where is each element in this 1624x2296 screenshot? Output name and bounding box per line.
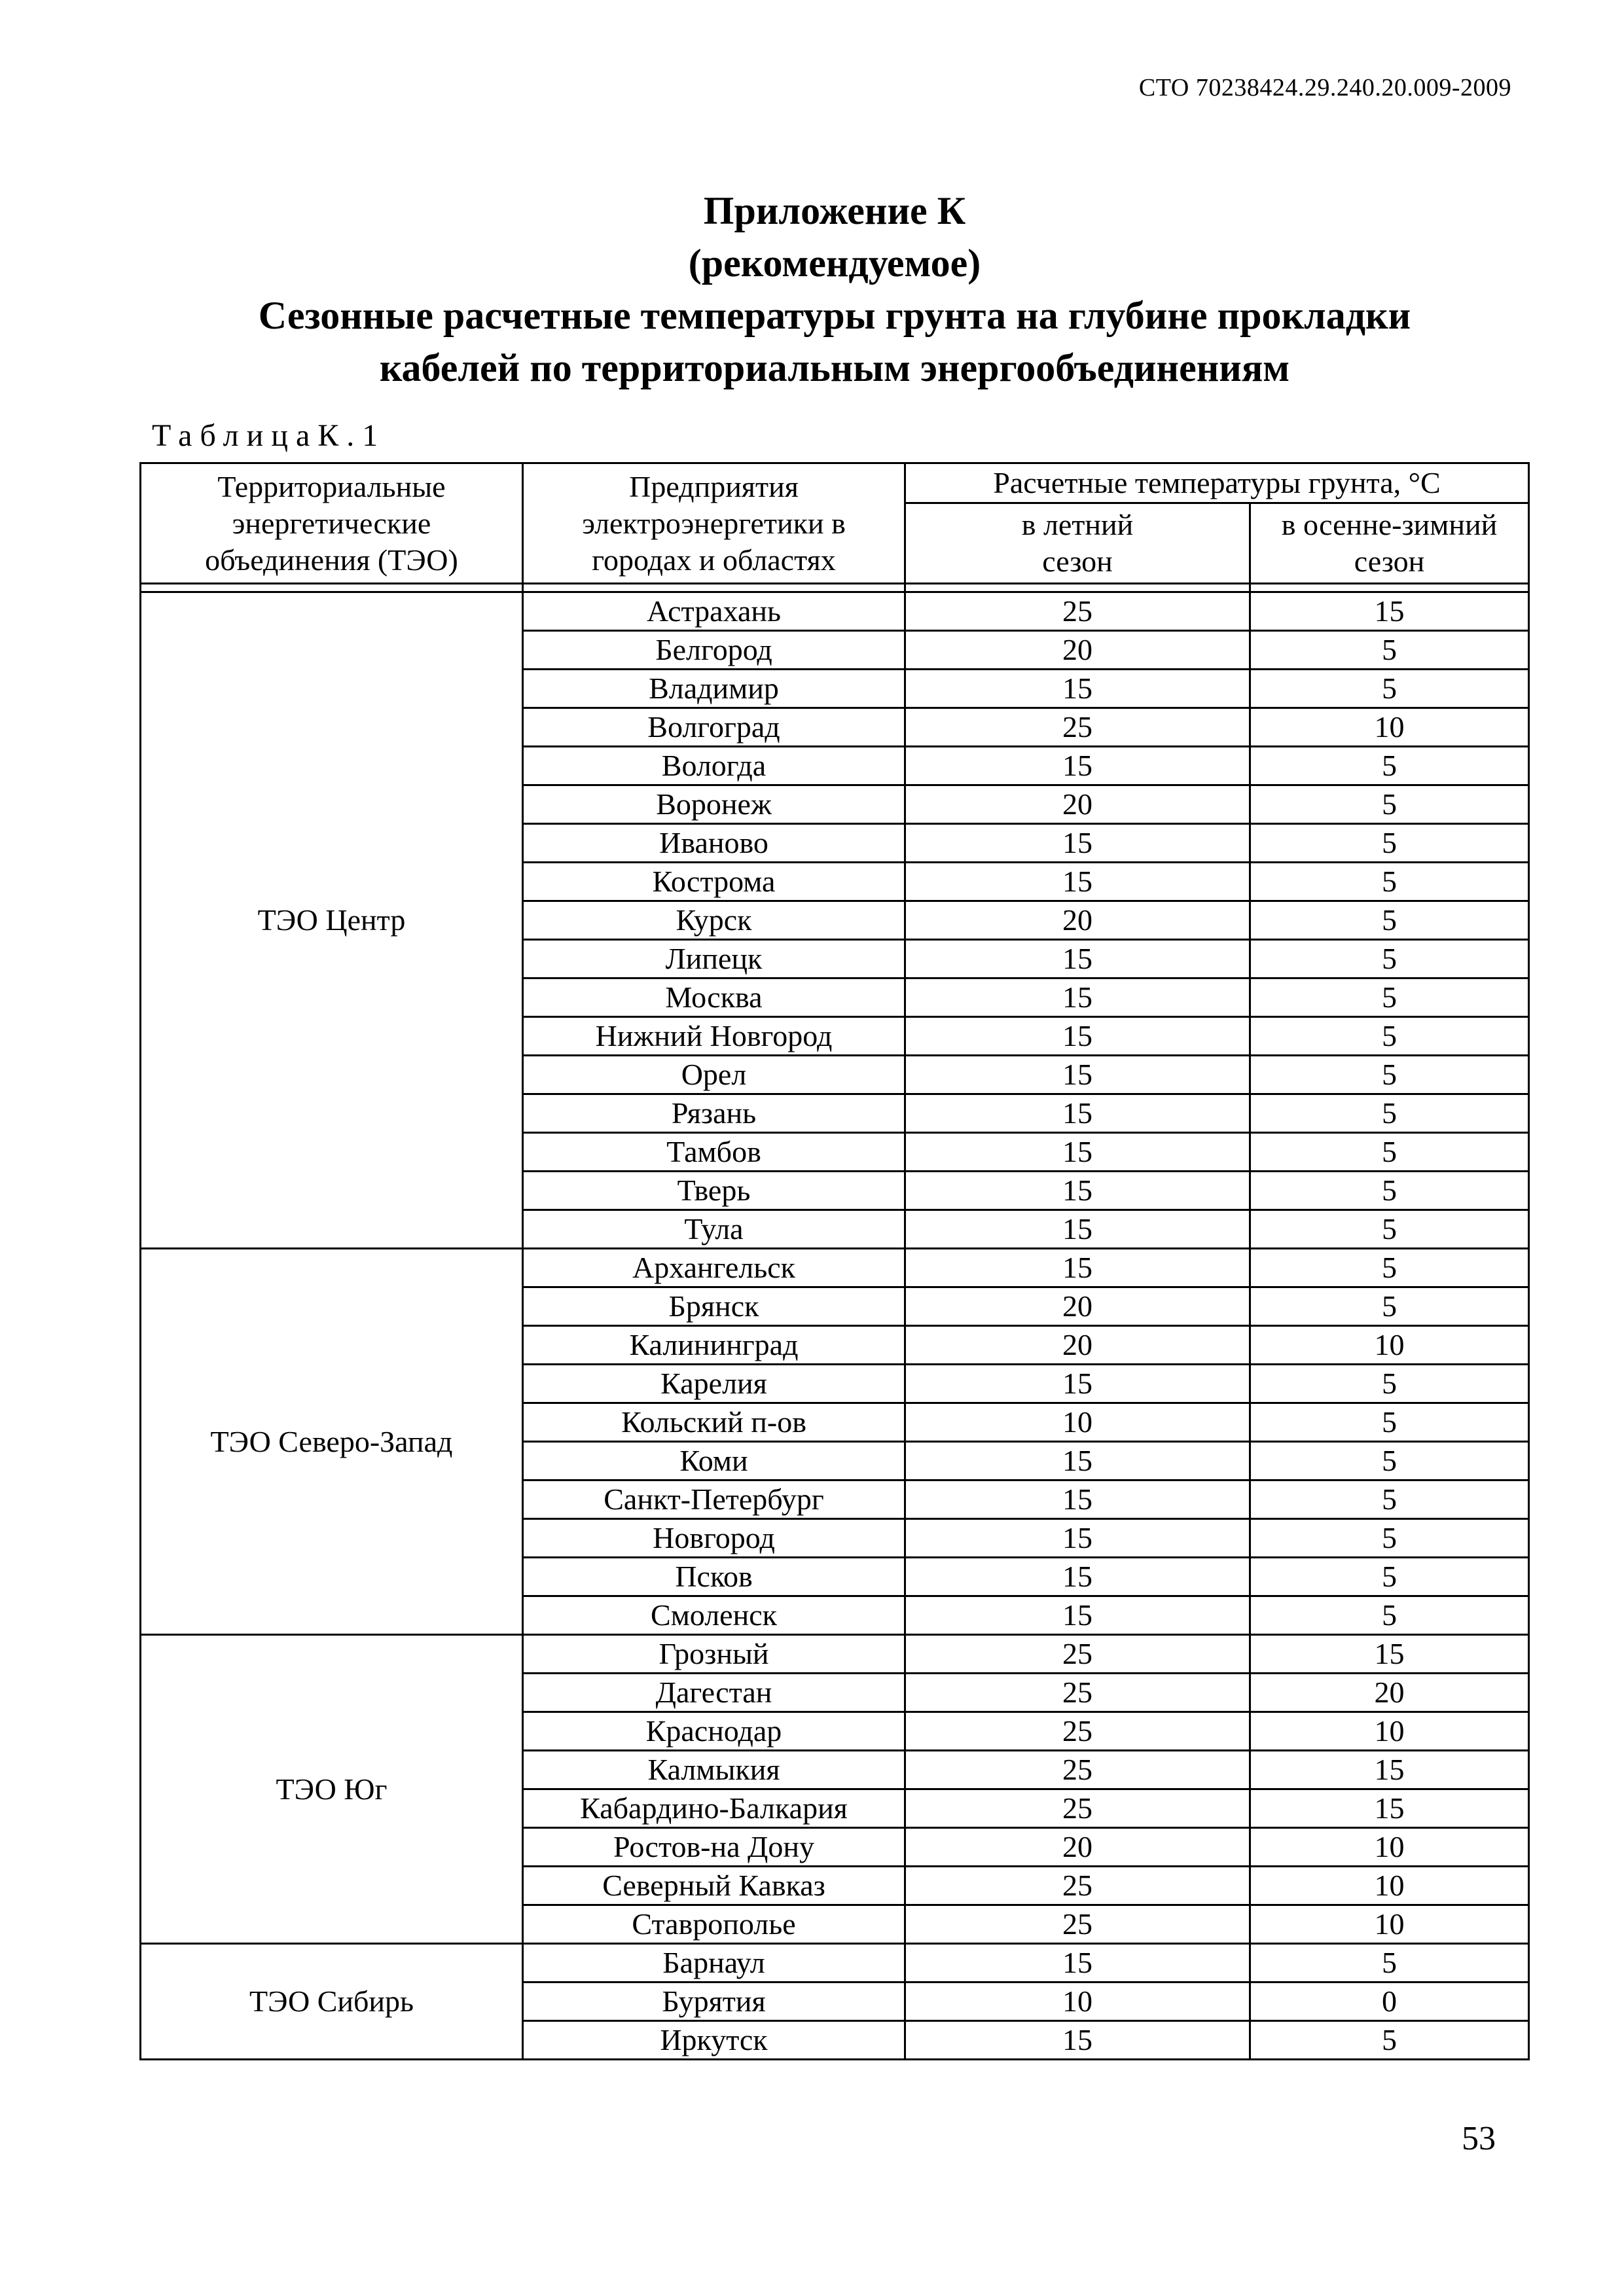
city-cell: Коми bbox=[523, 1442, 905, 1480]
city-cell: Ростов-на Дону bbox=[523, 1828, 905, 1867]
winter-temp-cell: 5 bbox=[1250, 1056, 1529, 1094]
city-cell: Тамбов bbox=[523, 1133, 905, 1172]
summer-temp-cell: 15 bbox=[905, 1249, 1250, 1287]
summer-temp-cell: 10 bbox=[905, 1982, 1250, 2021]
winter-temp-cell: 5 bbox=[1250, 631, 1529, 670]
summer-temp-cell: 15 bbox=[905, 2021, 1250, 2060]
appendix-title-line-1: Приложение К bbox=[703, 189, 966, 232]
city-cell: Новгород bbox=[523, 1519, 905, 1558]
summer-temp-cell: 15 bbox=[905, 1558, 1250, 1596]
summer-temp-cell: 25 bbox=[905, 1635, 1250, 1674]
city-cell: Карелия bbox=[523, 1365, 905, 1403]
header-separator-cell bbox=[141, 584, 523, 592]
summer-temp-cell: 15 bbox=[905, 1172, 1250, 1210]
header-winter: в осенне-зимний сезон bbox=[1250, 503, 1529, 584]
summer-temp-cell: 15 bbox=[905, 1480, 1250, 1519]
table-row bbox=[141, 1249, 1529, 1287]
winter-temp-cell: 5 bbox=[1250, 747, 1529, 785]
summer-temp-cell: 15 bbox=[905, 1094, 1250, 1133]
summer-temp-cell: 25 bbox=[905, 1905, 1250, 1944]
city-cell: Рязань bbox=[523, 1094, 905, 1133]
appendix-title-line-3: Сезонные расчетные температуры грунта на глубине прокладки bbox=[258, 294, 1411, 337]
city-cell: Смоленск bbox=[523, 1596, 905, 1635]
city-cell: Кабардино-Балкария bbox=[523, 1789, 905, 1828]
winter-temp-cell: 5 bbox=[1250, 785, 1529, 824]
teo-group-name: ТЭО Северо-Запад bbox=[141, 1249, 523, 1635]
city-cell: Краснодар bbox=[523, 1712, 905, 1751]
city-cell: Брянск bbox=[523, 1287, 905, 1326]
document-code: СТО 70238424.29.240.20.009-2009 bbox=[1138, 74, 1511, 101]
city-cell: Дагестан bbox=[523, 1674, 905, 1712]
summer-temp-cell: 25 bbox=[905, 1712, 1250, 1751]
summer-temp-cell: 25 bbox=[905, 1867, 1250, 1905]
summer-temp-cell: 15 bbox=[905, 1519, 1250, 1558]
teo-group-name: ТЭО Центр bbox=[141, 592, 523, 1249]
winter-temp-cell: 5 bbox=[1250, 1210, 1529, 1249]
city-cell: Нижний Новгород bbox=[523, 1017, 905, 1056]
summer-temp-cell: 15 bbox=[905, 978, 1250, 1017]
summer-temp-cell: 15 bbox=[905, 747, 1250, 785]
city-cell: Липецк bbox=[523, 940, 905, 978]
city-cell: Северный Кавказ bbox=[523, 1867, 905, 1905]
city-cell: Кострома bbox=[523, 863, 905, 901]
summer-temp-cell: 25 bbox=[905, 708, 1250, 747]
winter-temp-cell: 10 bbox=[1250, 1326, 1529, 1365]
city-cell: Волгоград bbox=[523, 708, 905, 747]
winter-temp-cell: 5 bbox=[1250, 940, 1529, 978]
winter-temp-cell: 10 bbox=[1250, 1828, 1529, 1867]
appendix-title-line-4: кабелей по территориальным энергообъединениям bbox=[379, 346, 1290, 389]
winter-temp-cell: 5 bbox=[1250, 863, 1529, 901]
city-cell: Калмыкия bbox=[523, 1751, 905, 1789]
table-row bbox=[141, 1635, 1529, 1674]
city-cell: Тверь bbox=[523, 1172, 905, 1210]
city-cell: Иркутск bbox=[523, 2021, 905, 2060]
header-separator-cell bbox=[905, 584, 1250, 592]
winter-temp-cell: 5 bbox=[1250, 2021, 1529, 2060]
winter-temp-cell: 5 bbox=[1250, 1442, 1529, 1480]
city-cell: Белгород bbox=[523, 631, 905, 670]
city-cell: Псков bbox=[523, 1558, 905, 1596]
city-cell: Вологда bbox=[523, 747, 905, 785]
city-cell: Барнаул bbox=[523, 1944, 905, 1982]
header-separator-cell bbox=[1250, 584, 1529, 592]
summer-temp-cell: 20 bbox=[905, 1326, 1250, 1365]
winter-temp-cell: 10 bbox=[1250, 1867, 1529, 1905]
city-cell: Москва bbox=[523, 978, 905, 1017]
summer-temp-cell: 15 bbox=[905, 1056, 1250, 1094]
summer-temp-cell: 15 bbox=[905, 1596, 1250, 1635]
summer-temp-cell: 15 bbox=[905, 1017, 1250, 1056]
appendix-title bbox=[137, 185, 1532, 394]
summer-temp-cell: 15 bbox=[905, 824, 1250, 863]
summer-temp-cell: 25 bbox=[905, 592, 1250, 631]
city-cell: Астрахань bbox=[523, 592, 905, 631]
header-teo: Территориальные энергетические объединения (ТЭО) bbox=[141, 463, 523, 584]
winter-temp-cell: 15 bbox=[1250, 1751, 1529, 1789]
summer-temp-cell: 15 bbox=[905, 670, 1250, 708]
summer-temp-cell: 20 bbox=[905, 631, 1250, 670]
table-caption: ТаблицаК.1 bbox=[152, 418, 386, 453]
winter-temp-cell: 5 bbox=[1250, 1480, 1529, 1519]
header-separator-cell bbox=[523, 584, 905, 592]
summer-temp-cell: 25 bbox=[905, 1789, 1250, 1828]
city-cell: Грозный bbox=[523, 1635, 905, 1674]
summer-temp-cell: 20 bbox=[905, 901, 1250, 940]
city-cell: Владимир bbox=[523, 670, 905, 708]
winter-temp-cell: 5 bbox=[1250, 978, 1529, 1017]
winter-temp-cell: 5 bbox=[1250, 901, 1529, 940]
summer-temp-cell: 15 bbox=[905, 1944, 1250, 1982]
winter-temp-cell: 5 bbox=[1250, 1133, 1529, 1172]
summer-temp-cell: 20 bbox=[905, 1828, 1250, 1867]
winter-temp-cell: 15 bbox=[1250, 592, 1529, 631]
summer-temp-cell: 10 bbox=[905, 1403, 1250, 1442]
winter-temp-cell: 5 bbox=[1250, 1287, 1529, 1326]
winter-temp-cell: 5 bbox=[1250, 1558, 1529, 1596]
summer-temp-cell: 15 bbox=[905, 940, 1250, 978]
winter-temp-cell: 5 bbox=[1250, 1519, 1529, 1558]
city-cell: Калининград bbox=[523, 1326, 905, 1365]
summer-temp-cell: 25 bbox=[905, 1751, 1250, 1789]
summer-temp-cell: 15 bbox=[905, 1365, 1250, 1403]
city-cell: Воронеж bbox=[523, 785, 905, 824]
winter-temp-cell: 5 bbox=[1250, 1365, 1529, 1403]
table-row bbox=[141, 592, 1529, 631]
header-temperatures: Расчетные температуры грунта, °С bbox=[905, 463, 1529, 503]
winter-temp-cell: 5 bbox=[1250, 1017, 1529, 1056]
soil-temperature-table bbox=[139, 462, 1530, 2060]
summer-temp-cell: 15 bbox=[905, 1210, 1250, 1249]
winter-temp-cell: 5 bbox=[1250, 1172, 1529, 1210]
summer-temp-cell: 20 bbox=[905, 785, 1250, 824]
winter-temp-cell: 20 bbox=[1250, 1674, 1529, 1712]
winter-temp-cell: 10 bbox=[1250, 1905, 1529, 1944]
winter-temp-cell: 5 bbox=[1250, 1403, 1529, 1442]
summer-temp-cell: 20 bbox=[905, 1287, 1250, 1326]
city-cell: Санкт-Петербург bbox=[523, 1480, 905, 1519]
winter-temp-cell: 10 bbox=[1250, 1712, 1529, 1751]
city-cell: Иваново bbox=[523, 824, 905, 863]
winter-temp-cell: 5 bbox=[1250, 1944, 1529, 1982]
city-cell: Ставрополье bbox=[523, 1905, 905, 1944]
winter-temp-cell: 0 bbox=[1250, 1982, 1529, 2021]
appendix-title-line-2: (рекомендуемое) bbox=[688, 242, 981, 285]
winter-temp-cell: 5 bbox=[1250, 824, 1529, 863]
winter-temp-cell: 5 bbox=[1250, 1596, 1529, 1635]
summer-temp-cell: 25 bbox=[905, 1674, 1250, 1712]
header-enterprises: Предприятия электроэнергетики в городах и областях bbox=[523, 463, 905, 584]
city-cell: Орел bbox=[523, 1056, 905, 1094]
summer-temp-cell: 15 bbox=[905, 863, 1250, 901]
winter-temp-cell: 15 bbox=[1250, 1789, 1529, 1828]
winter-temp-cell: 5 bbox=[1250, 1094, 1529, 1133]
city-cell: Курск bbox=[523, 901, 905, 940]
page-number: 53 bbox=[1462, 2120, 1496, 2157]
winter-temp-cell: 10 bbox=[1250, 708, 1529, 747]
summer-temp-cell: 15 bbox=[905, 1133, 1250, 1172]
city-cell: Кольский п-ов bbox=[523, 1403, 905, 1442]
table-body bbox=[141, 463, 1529, 2060]
teo-group-name: ТЭО Юг bbox=[141, 1635, 523, 1944]
winter-temp-cell: 5 bbox=[1250, 1249, 1529, 1287]
city-cell: Бурятия bbox=[523, 1982, 905, 2021]
winter-temp-cell: 5 bbox=[1250, 670, 1529, 708]
city-cell: Архангельск bbox=[523, 1249, 905, 1287]
header-separator bbox=[141, 584, 1529, 592]
city-cell: Тула bbox=[523, 1210, 905, 1249]
summer-temp-cell: 15 bbox=[905, 1442, 1250, 1480]
teo-group-name: ТЭО Сибирь bbox=[141, 1944, 523, 2060]
table-header-row-1 bbox=[141, 463, 1529, 503]
winter-temp-cell: 15 bbox=[1250, 1635, 1529, 1674]
header-summer: в летний сезон bbox=[905, 503, 1250, 584]
table-row bbox=[141, 1944, 1529, 1982]
